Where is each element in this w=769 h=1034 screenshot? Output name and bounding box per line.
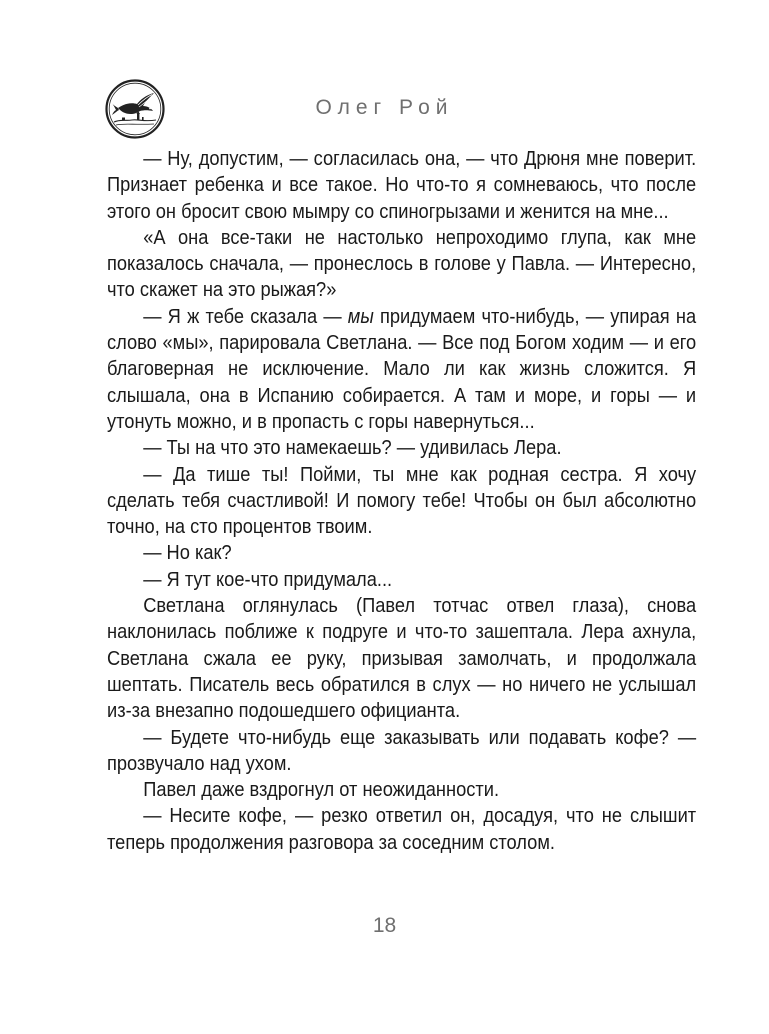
- paragraph: — Но как?: [143, 542, 232, 565]
- italic-emphasis: мы: [347, 305, 374, 328]
- paragraph: — Несите кофе, — резко ответил он, досадуя, что не слышит теперь продолжения разговора за соседним столом.: [107, 805, 697, 854]
- paragraph-part: придумаем что-нибудь, — упирая на слово «мы», парировала Светлана. — Все под Богом ходим — и его благоверная не исключение. Мало ли как жизнь сложится. Я слышала, она в Испанию собирается. А там и море, и горы — и утонуть можно, и в пропасть с горы навернуться...: [107, 305, 697, 433]
- running-head-author: Олег Рой: [315, 96, 454, 119]
- paragraph: — Я тут кое-что придумала...: [143, 568, 393, 591]
- paragraph: — Да тише ты! Пойми, ты мне как родная сестра. Я хочу сделать тебя счастливой! И помогу тебе! Чтобы он был абсолютно точно, на сто процентов твоим.: [107, 463, 697, 539]
- page-number: 18: [372, 914, 397, 937]
- body-text: [107, 146, 696, 856]
- paragraph: Павел даже вздрогнул от неожиданности.: [143, 779, 500, 802]
- paragraph: Светлана оглянулась (Павел тотчас отвел глаза), снова наклонилась поближе к подруге и что-то зашептала. Лера ахнула, Светлана сжала ее руку, призывая замолчать, и продолжала шептать. Писатель весь обратился в слух — но ничего не услышал из-за внезапно подошедшего официанта.: [107, 595, 697, 723]
- paragraph: [107, 304, 696, 435]
- paragraph: — Ну, допустим, — согласилась она, — что Дрюня мне поверит. Признает ребенка и все такое. Но что-то я сомневаюсь, что после этого он бросит свою мымру со спиногрызами и женится на мне...: [107, 148, 697, 223]
- paragraph-part: — Я ж тебе сказала —: [143, 305, 348, 328]
- paragraph: «А она все-таки не настолько непроходимо глупа, как мне показалось сначала, — пронеслось в голове у Павла. — Интересно, что скажет на это рыжая?»: [107, 226, 697, 302]
- paragraph: — Ты на что это намекаешь? — удивилась Лера.: [143, 437, 562, 460]
- paragraph: — Будете что-нибудь еще заказывать или подавать кофе? — прозвучало над ухом.: [107, 726, 697, 775]
